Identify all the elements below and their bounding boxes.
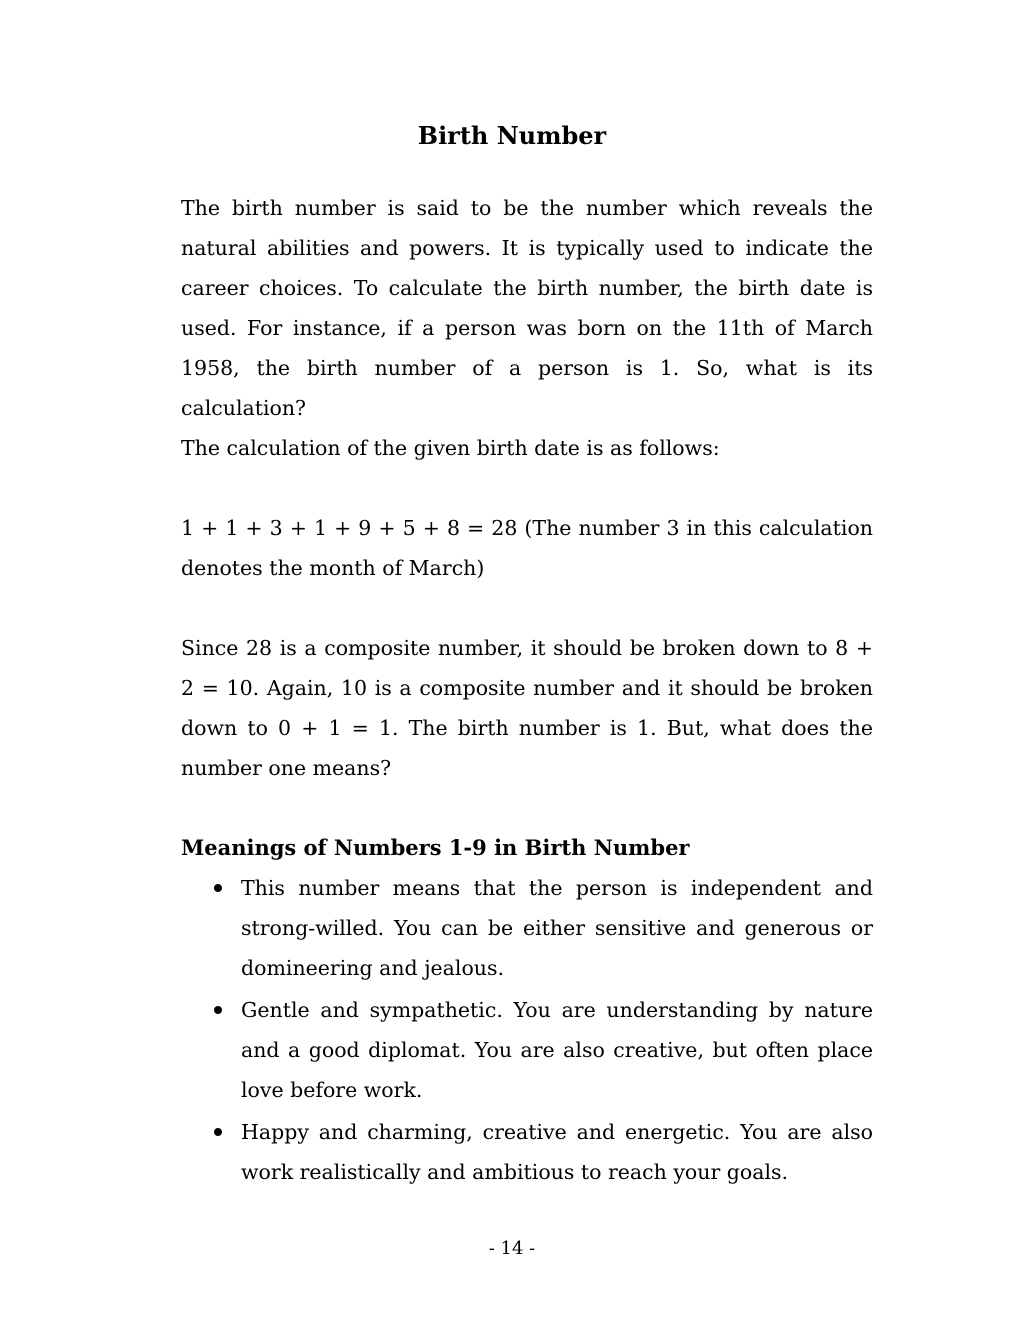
section-heading: Meanings of Numbers 1-9 in Birth Number [181,835,690,860]
bullet-icon [214,1006,222,1014]
reduction-paragraph: Since 28 is a composite number, it should be broken down to 8 + 2 = 10. Again, 10 is a composite number and it should be broken down to 0 + 1 = 1. The birth number is 1. But, what does the number one means? [181,636,873,780]
bullet-icon [214,1128,222,1136]
spacer [181,468,873,508]
spacer [181,788,873,828]
list-item [181,990,873,1110]
intro-paragraph: The birth number is said to be the number which reveals the natural abilities and powers. It is typically used to indicate the career choices. To calculate the birth number, the birth date is used. For instance, if a person was born on the 11th of March 1958, the birth number of a person is 1. So, what is its calculation? [181,196,873,420]
bullet-icon [214,884,222,892]
spacer [181,588,873,628]
list-item [181,1112,873,1192]
page-title: Birth Number [417,121,607,150]
calculation-intro-paragraph: The calculation of the given birth date is as follows: [181,436,720,460]
page-number: - 14 - [488,1238,536,1259]
list-item-text: Gentle and sympathetic. You are understanding by nature and a good diplomat. You are also creative, but often place love before work. [241,998,873,1102]
meanings-list [181,868,873,1192]
calculation-paragraph: 1 + 1 + 3 + 1 + 9 + 5 + 8 = 28 (The number 3 in this calculation denotes the month of March) [181,516,873,580]
list-item-text: Happy and charming, creative and energetic. You are also work realistically and ambitious to reach your goals. [241,1120,873,1184]
document-body [181,188,873,1194]
list-item-text: This number means that the person is independent and strong-willed. You can be either sensitive and generous or domineering and jealous. [241,876,873,980]
list-item [181,868,873,988]
